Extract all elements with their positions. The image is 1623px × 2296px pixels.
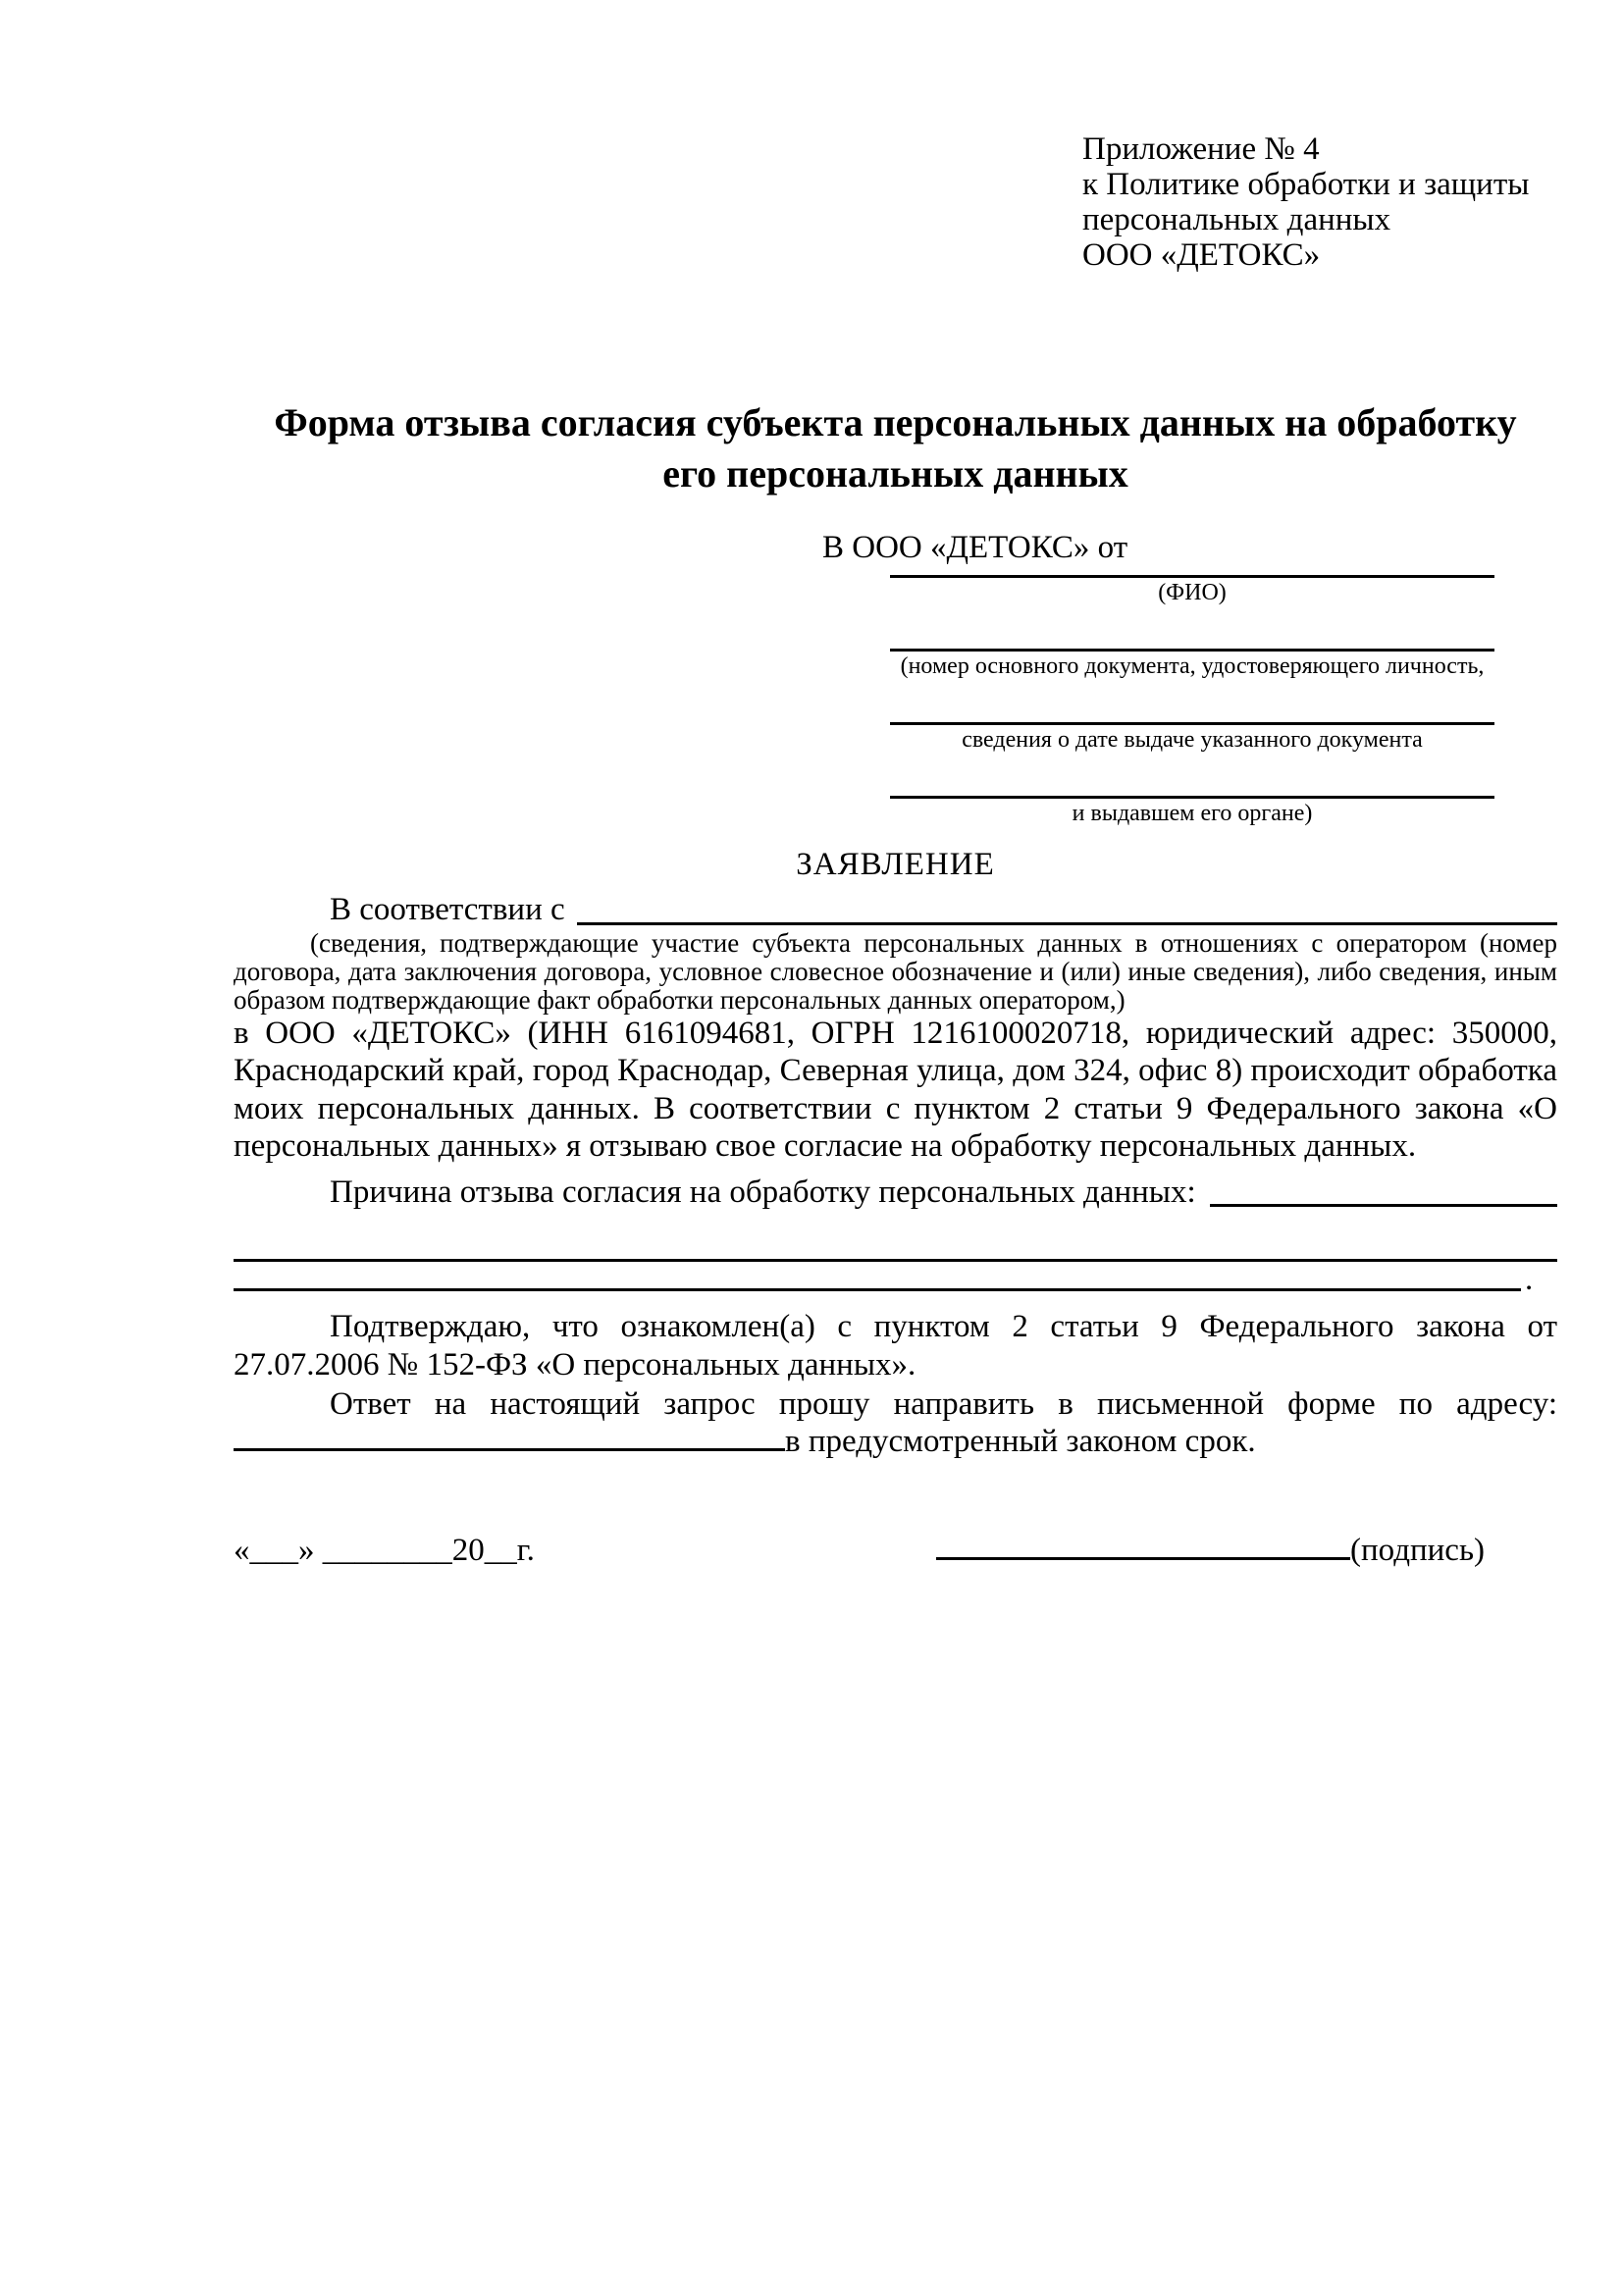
appendix-line: к Политике обработки и защиты xyxy=(1082,166,1530,202)
fio-blank-line xyxy=(890,566,1494,578)
addressee-fields xyxy=(890,566,1494,828)
response-request-tail: в предусмотренный законом срок. xyxy=(785,1424,1256,1460)
signature-group xyxy=(936,1532,1485,1569)
issue-date-caption: сведения о дате выдаче указанного документа xyxy=(962,727,1423,754)
confirmation-paragraph: Подтверждаю, что ознакомлен(а) с пунктом 2 статьи 9 Федерального закона от 27.07.2006 № 152-ФЗ «О персональных данных». xyxy=(234,1309,1557,1383)
fine-print-note: (сведения, подтверждающие участие субъекта персональных данных в отношениях с оператором (номер договора, дата заключения договора, условное словесное обозначение и (или) иные сведения), либо сведения, иным образом подтверждающие факт обработки персональных данных оператором,) xyxy=(234,927,1557,1015)
document-title-line2: его персональных данных xyxy=(662,450,1128,496)
issuing-authority-caption: и выдавшем его органе) xyxy=(1072,801,1313,827)
reason-fill-line-2 xyxy=(234,1262,1557,1296)
document-title-line1: Форма отзыва согласия субъекта персональных данных на обработку xyxy=(274,399,1517,444)
signature-blank-line xyxy=(936,1557,1350,1560)
issue-date-blank-line xyxy=(890,681,1494,725)
address-blank-line xyxy=(234,1448,785,1451)
fill-line-terminator: . xyxy=(1525,1262,1534,1298)
in-accordance-blank-line xyxy=(577,891,1557,924)
document-number-caption: (номер основного документа, удостоверяющего личность, xyxy=(900,653,1485,680)
reason-fill-line-2-rule xyxy=(234,1288,1521,1291)
issuing-authority-blank-line xyxy=(890,755,1494,799)
date-line: «___» ________20__г. xyxy=(234,1532,535,1568)
appendix-line: ООО «ДЕТОКС» xyxy=(1082,236,1321,273)
date-signature-row xyxy=(234,1532,1557,1569)
appendix-line: персональных данных xyxy=(1082,201,1391,237)
in-accordance-row xyxy=(234,891,1557,928)
statement-heading: ЗАЯВЛЕНИЕ xyxy=(796,847,995,883)
appendix-line: Приложение № 4 xyxy=(1082,131,1320,167)
reason-row xyxy=(234,1174,1557,1211)
response-request-line: Ответ на настоящий запрос прошу направить в письменной форме по адресу: xyxy=(330,1386,1557,1422)
document-number-blank-line xyxy=(890,607,1494,652)
document-title xyxy=(234,397,1557,499)
addressee-line: В ООО «ДЕТОКС» от xyxy=(822,529,1128,565)
appendix-header xyxy=(1082,132,1557,274)
fio-caption: (ФИО) xyxy=(1158,580,1227,606)
reason-fill-line-1 xyxy=(234,1211,1557,1262)
reason-label: Причина отзыва согласия на обработку персональных данных: xyxy=(330,1174,1196,1211)
signature-caption: (подпись) xyxy=(1350,1532,1485,1568)
in-accordance-label: В соответствии с xyxy=(330,892,565,928)
reason-blank-line xyxy=(1210,1174,1557,1207)
operator-paragraph: в ООО «ДЕТОКС» (ИНН 6161094681, ОГРН 1216100020718, юридический адрес: 350000, Краснодарский край, город Краснодар, Северная улица, дом 324, офис 8) происходит обработка моих персональных данных. В соответствии с пунктом 2 статьи 9 Федерального закона «О персональных данных» я отзываю свое согласие на обработку персональных данных. xyxy=(234,1016,1557,1164)
response-address-row xyxy=(234,1423,1557,1460)
